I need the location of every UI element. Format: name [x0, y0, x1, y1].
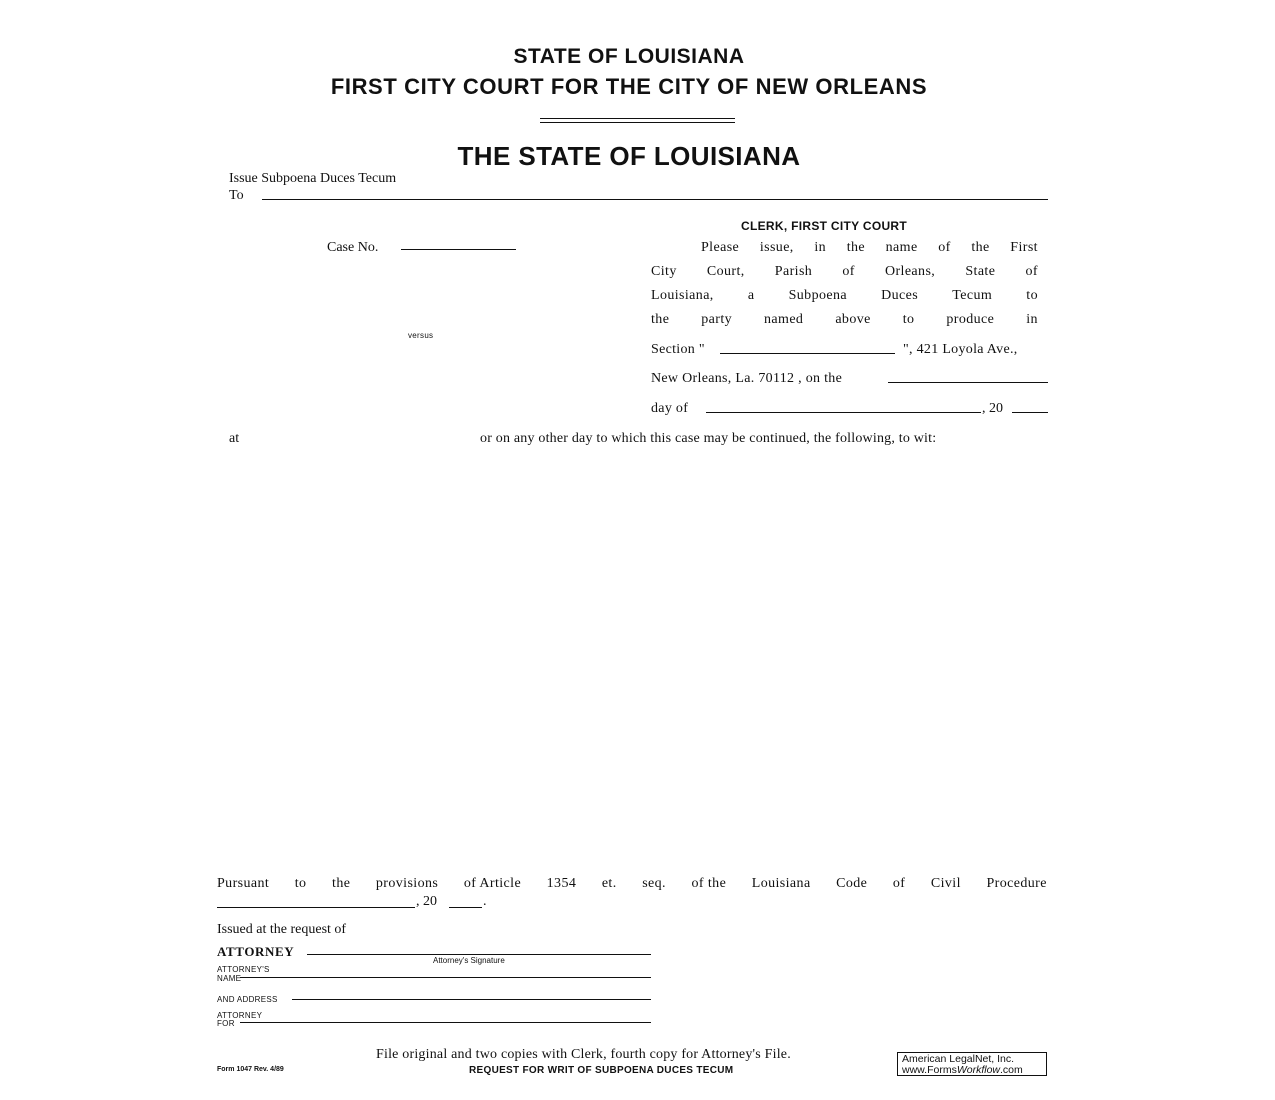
clerk-word: of: [938, 240, 951, 255]
attorney-name-label-2: NAME: [217, 974, 242, 983]
clerk-word: issue,: [759, 240, 794, 255]
request-title: REQUEST FOR WRIT OF SUBPOENA DUCES TECUM: [469, 1065, 734, 1076]
pursuant-date-field[interactable]: [217, 907, 415, 908]
pursuant-word: seq.: [642, 876, 666, 891]
attorney-signature-field[interactable]: [307, 954, 651, 955]
address-line: New Orleans, La. 70112 , on the: [651, 371, 843, 386]
clerk-word: in: [814, 240, 827, 255]
brand-url-italic: Workflow: [956, 1064, 1001, 1076]
brand-url-prefix: www.Forms: [902, 1064, 957, 1076]
clerk-word: of: [1025, 264, 1038, 279]
clerk-word: Parish: [774, 264, 813, 279]
attorney-name-label-1: ATTORNEY'S: [217, 965, 270, 974]
form-number: Form 1047 Rev. 4/89: [217, 1066, 284, 1073]
brand-name: American LegalNet, Inc.: [902, 1053, 1015, 1065]
versus-label: versus: [408, 331, 434, 340]
pursuant-word: of Article: [463, 876, 522, 891]
clerk-word: First: [1010, 240, 1038, 255]
continued-text: or on any other day to which this case may be continued, the following, to wit:: [480, 431, 937, 446]
clerk-word: the: [971, 240, 990, 255]
clerk-word: Please: [701, 240, 740, 255]
year-prefix: , 20: [982, 401, 1003, 416]
pursuant-word: et.: [601, 876, 617, 891]
pursuant-word: to: [294, 876, 307, 891]
attorney-name-field[interactable]: [240, 977, 651, 978]
pursuant-word: Louisiana: [751, 876, 811, 891]
pursuant-word: of: [892, 876, 906, 891]
items-to-produce-area[interactable]: [217, 455, 1048, 865]
signature-caption: Attorney's Signature: [433, 956, 505, 965]
pursuant-row: [217, 876, 1047, 892]
clerk-text-row-3: [651, 288, 1038, 304]
clerk-word: Subpoena: [788, 288, 848, 303]
case-no-label: Case No.: [327, 240, 379, 255]
to-field[interactable]: [262, 199, 1048, 200]
year-field[interactable]: [1012, 412, 1048, 413]
date-day-field[interactable]: [888, 382, 1048, 383]
pursuant-word: 1354: [546, 876, 577, 891]
clerk-word: City: [651, 264, 677, 279]
section-prefix: Section ": [651, 342, 705, 357]
clerk-word: the: [651, 312, 670, 327]
attorney-label: ATTORNEY: [217, 944, 295, 959]
clerk-word: to: [1026, 288, 1038, 303]
clerk-word: Louisiana,: [651, 288, 714, 303]
clerk-text-row-2: [651, 264, 1038, 280]
address-label: AND ADDRESS: [217, 995, 278, 1004]
clerk-word: a: [747, 288, 755, 303]
clerk-word: State: [965, 264, 996, 279]
day-of-label: day of: [651, 401, 689, 416]
clerk-word: party: [701, 312, 733, 327]
clerk-word: in: [1026, 312, 1038, 327]
attorney-for-label-2: FOR: [217, 1019, 235, 1028]
pursuant-year-suffix: .: [483, 894, 487, 909]
attorney-for-label-1: ATTORNEY: [217, 1011, 263, 1020]
pursuant-word: provisions: [375, 876, 439, 891]
clerk-word: Orleans,: [884, 264, 936, 279]
attorney-for-field[interactable]: [240, 1022, 651, 1023]
pursuant-word: Code: [836, 876, 868, 891]
clerk-text-row-4: [651, 312, 1038, 328]
issued-request-label: Issued at the request of: [217, 922, 347, 937]
at-label: at: [229, 431, 240, 446]
file-instructions: File original and two copies with Clerk, fourth copy for Attorney's File.: [376, 1047, 791, 1062]
brand-url-suffix: .com: [1000, 1064, 1023, 1076]
document-title: THE STATE OF LOUISIANA: [457, 141, 801, 171]
header-rule-bottom: [540, 122, 735, 123]
pursuant-word: the: [332, 876, 351, 891]
header-rule-top: [540, 118, 735, 119]
clerk-word: named: [764, 312, 804, 327]
month-field[interactable]: [706, 412, 981, 413]
court-heading: FIRST CITY COURT FOR THE CITY OF NEW ORLEANS: [330, 74, 928, 99]
clerk-word: of: [842, 264, 855, 279]
brand-url: [902, 1065, 1046, 1076]
american-legalnet-logo: [897, 1052, 1047, 1076]
clerk-word: Duces: [881, 288, 919, 303]
section-field[interactable]: [720, 353, 895, 354]
pursuant-year-prefix: , 20: [416, 894, 437, 909]
issue-subpoena-label: Issue Subpoena Duces Tecum: [229, 171, 397, 186]
pursuant-word: Procedure: [986, 876, 1047, 891]
clerk-word: name: [885, 240, 918, 255]
to-label: To: [229, 188, 244, 203]
clerk-text-row-1: [701, 240, 1038, 256]
case-no-field[interactable]: [401, 249, 516, 250]
clerk-word: the: [846, 240, 866, 255]
attorney-address-field[interactable]: [292, 999, 651, 1000]
pursuant-word: Civil: [930, 876, 961, 891]
pursuant-word: of the: [691, 876, 727, 891]
clerk-word: produce: [946, 312, 995, 327]
pursuant-year-field[interactable]: [449, 907, 482, 908]
state-heading: STATE OF LOUISIANA: [513, 45, 745, 68]
section-suffix: ", 421 Loyola Ave.,: [903, 342, 1018, 357]
clerk-word: above: [835, 312, 871, 327]
clerk-heading: CLERK, FIRST CITY COURT: [741, 219, 908, 233]
pursuant-word: Pursuant: [217, 876, 270, 891]
clerk-word: Tecum: [952, 288, 993, 303]
clerk-word: Court,: [706, 264, 745, 279]
clerk-word: to: [902, 312, 915, 327]
